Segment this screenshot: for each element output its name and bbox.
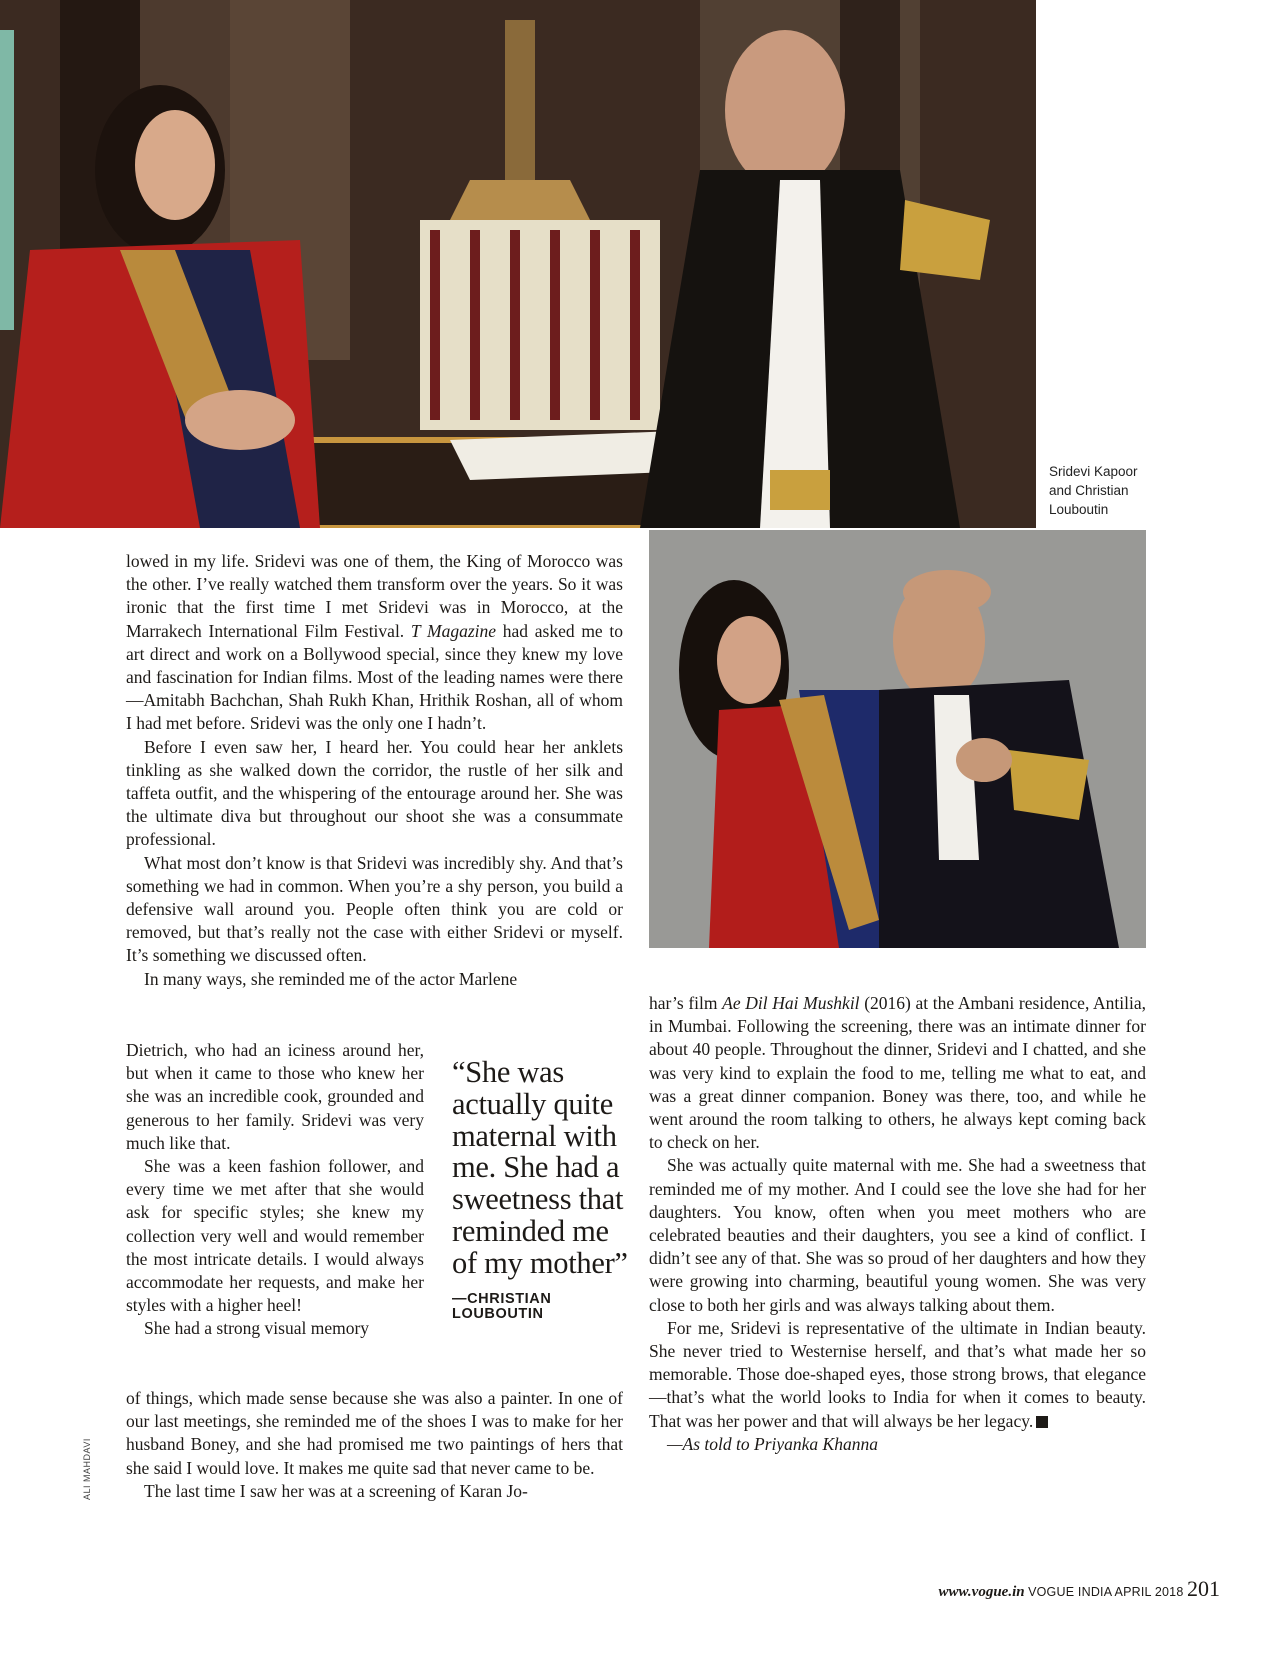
- photo-illustration: [0, 0, 1036, 528]
- article-paragraph: of things, which made sense because she was also a painter. In one of our last meetings, she reminded me of the shoes I was to make for her husband Boney, and she had promised me two paintings of hers that she said I would love. It makes me quite sad that never came to be.: [126, 1388, 623, 1478]
- photo-illustration: [649, 530, 1146, 948]
- article-paragraph: Dietrich, who had an iciness around her, but when it came to those who knew her she was an incredible cook, grounded and generous to her family. Sridevi was very much like that.: [126, 1040, 424, 1153]
- article-column-left-bottom: [126, 1387, 623, 1503]
- page-footer: [938, 1576, 1220, 1602]
- publication-title: T Magazine: [410, 620, 497, 641]
- pull-quote: [452, 1057, 630, 1322]
- article-paragraph: [126, 550, 623, 736]
- article-paragraph: [649, 1317, 1146, 1433]
- website-url: www.vogue.in: [938, 1584, 1025, 1600]
- end-mark-icon: [1036, 1416, 1048, 1428]
- photo-sridevi-and-louboutin-seated: [0, 0, 1036, 528]
- author-line: LOUBOUTIN: [452, 1305, 544, 1322]
- article-paragraph: In many ways, she reminded me of the actor Marlene: [144, 968, 518, 989]
- article-text: For me, Sridevi is representative of the ultimate in Indian beauty. She never tried to Westernise herself, and that’s what made her so memorable. Those doe-shaped eyes, those strong brows, that elegance—that’s what the world looks to India for when it comes to beauty. That was her power and that will always be her legacy.: [649, 1317, 1146, 1431]
- caption-line: and Christian: [1049, 483, 1129, 498]
- article-column-left-narrow: [126, 1039, 424, 1341]
- page-number: 201: [1187, 1576, 1220, 1601]
- article-column-right: [649, 992, 1146, 1456]
- article-text: (2016) at the Ambani residence, Antilia, in Mumbai. Following the screening, there was an intimate dinner for about 40 people. Throughout the dinner, Sridevi and I chatted, and she was very kind to explain the food to me, telling me what to eat, and was a great dinner companion. Boney was there, too, and while he went around the room talking to others, he always kept coming back to check on her.: [649, 993, 1146, 1153]
- article-text: had asked me to art direct and work on a Bollywood special, since they knew my love and fascination for Indian films. Most of the leading names were there—Amitabh Bachchan, Shah Rukh Khan, Hrithik Roshan, all of whom I had met before. Sridevi was the only one I hadn’t.: [126, 620, 624, 734]
- pull-quote-author: [452, 1292, 630, 1322]
- caption-line: Sridevi Kapoor: [1049, 464, 1138, 479]
- article-text: lowed in my life. Sridevi was one of them, the King of Morocco was the other. I’ve really watched them transform over the years. So it was ironic that the first time I met Sridevi was in Morocco, at the Marrakech International Film Festival.: [126, 551, 623, 641]
- article-text: har’s film: [649, 993, 718, 1013]
- article-paragraph: Before I even saw her, I heard her. You could hear her anklets tinkling as she walked down the corridor, the rustle of her silk and taffeta outfit, and the whispering of the entourage around her. She was the ultimate diva but throughout our shoot she was a consummate professional.: [126, 736, 623, 850]
- signoff: —As told to Priyanka Khanna: [667, 1433, 878, 1454]
- author-line: —CHRISTIAN: [452, 1290, 552, 1307]
- magazine-issue: VOGUE INDIA APRIL 2018: [1028, 1585, 1184, 1599]
- article-paragraph: She was a keen fashion follower, and every time we met after that she would ask for specific styles; she knew my collection very well and would remember the most intricate details. I would always accommodate her requests, and make her styles with a higher heel!: [126, 1156, 424, 1316]
- film-title: Ae Dil Hai Mushkil: [722, 993, 860, 1013]
- photo-credit: ALI MAHDAVI: [82, 1438, 92, 1500]
- photo-sridevi-and-louboutin-dancing: [649, 530, 1146, 948]
- article-column-left-top: [126, 550, 623, 991]
- caption-line: Louboutin: [1049, 502, 1109, 517]
- article-paragraph: She had a strong visual memory: [144, 1318, 370, 1339]
- photo-caption: [1049, 462, 1179, 519]
- article-paragraph: [649, 992, 1146, 1154]
- article-paragraph: What most don’t know is that Sridevi was incredibly shy. And that’s something we had in common. When you’re a shy person, you build a defensive wall around you. People often think you are cold or removed, but that’s really not the case with either Sridevi or myself. It’s something we discussed often.: [126, 852, 623, 966]
- pull-quote-text: “She was actually quite maternal with me. She had a sweetness that reminded me of my mother”: [452, 1055, 628, 1280]
- article-paragraph: The last time I saw her was at a screening of Karan Jo-: [144, 1480, 528, 1501]
- article-paragraph: She was actually quite maternal with me. She had a sweetness that reminded me of my mother. And I could see the love she had for her daughters. You know, often when you meet mothers who are celebrated beauties and their daughters, you see a kind of conflict. I didn’t see any of that. She was so proud of her daughters and how they were growing into charming, beautiful young women. She was very close to both her girls and was always talking about them.: [649, 1155, 1146, 1315]
